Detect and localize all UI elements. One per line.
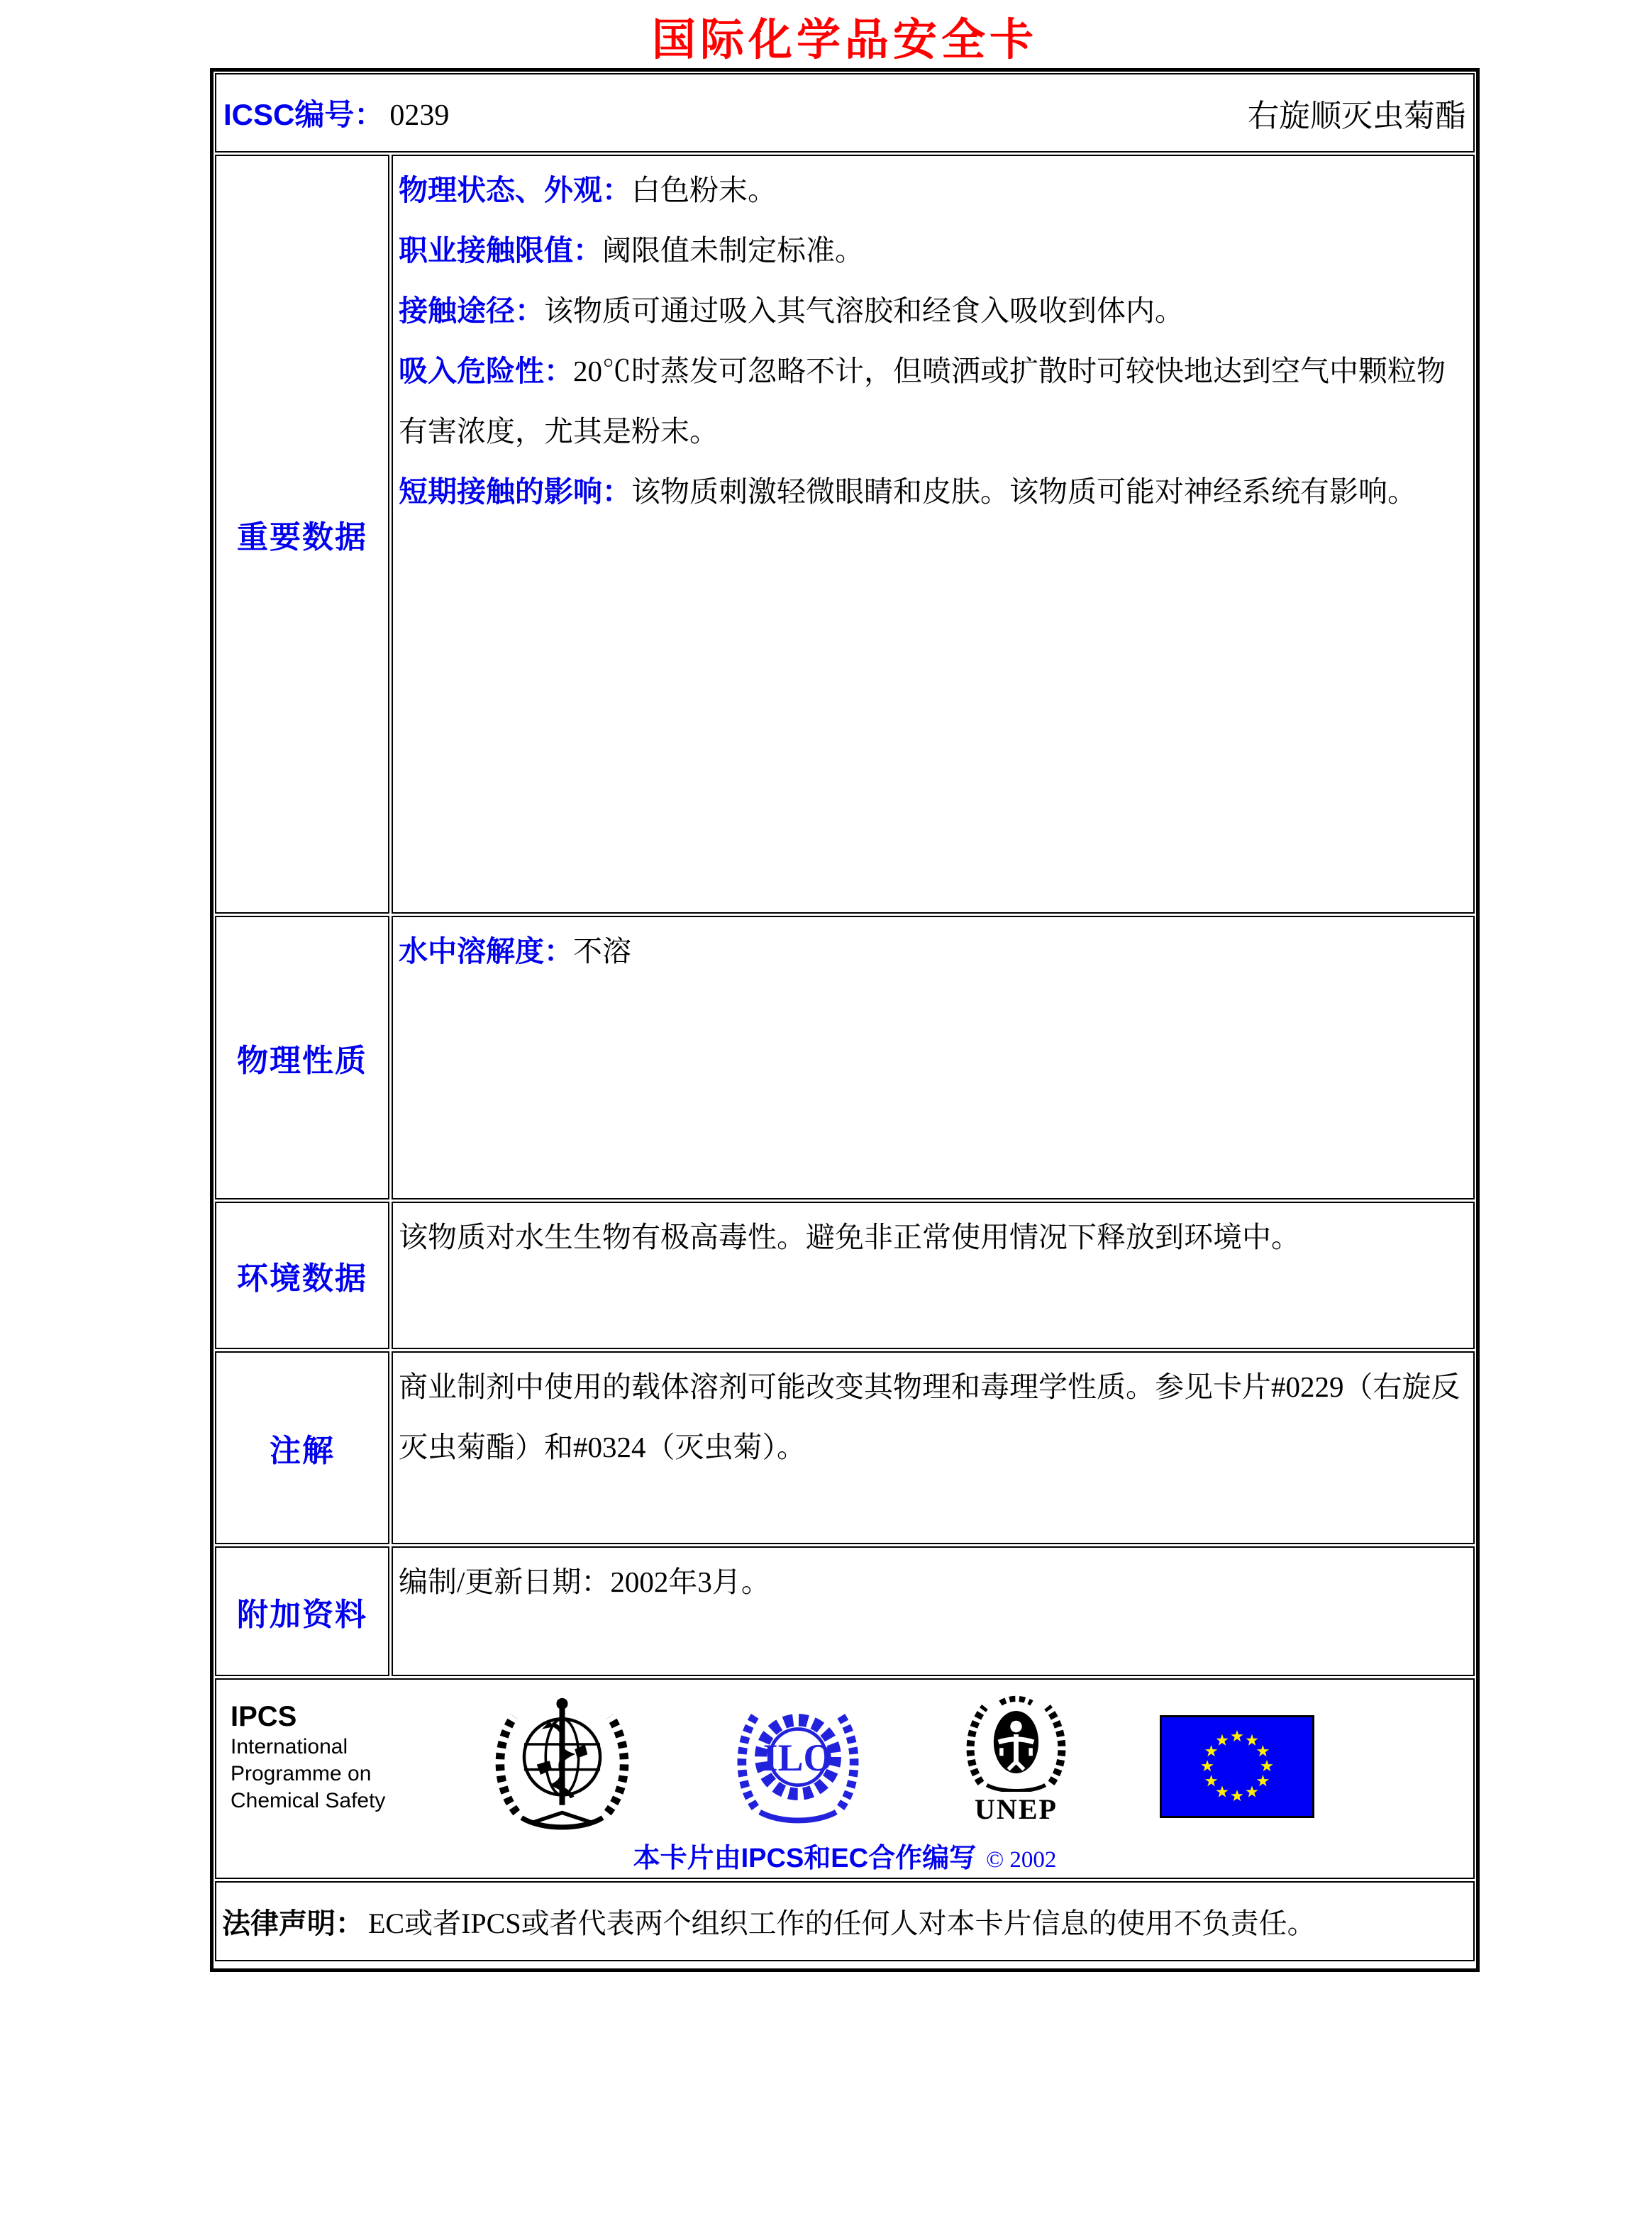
- physical-properties-label: 物理性质: [237, 1043, 367, 1078]
- who-logo-icon: [486, 1691, 638, 1836]
- physical-item-solubility: [399, 921, 1465, 982]
- field-value: 不溶: [573, 935, 631, 968]
- logos-strip: [231, 1690, 1456, 1836]
- credit-year: © 2002: [986, 1847, 1057, 1873]
- field-label: 职业接触限值：: [399, 234, 602, 267]
- field-value: 20℃时蒸发可忽略不计，但喷洒或扩散时可较快地达到空气中颗粒物有害浓度，尤其是粉末。: [399, 355, 1446, 448]
- environmental-data-label: 环境数据: [237, 1261, 367, 1296]
- section-label-important-data: [215, 155, 389, 914]
- icsc-number-label: ICSC编号：: [223, 98, 384, 131]
- section-label-additional-info: [215, 1546, 389, 1676]
- chemical-name: 右旋顺灭虫菊酯: [1248, 99, 1466, 133]
- ilo-logo-icon: [731, 1695, 865, 1828]
- svg-text:ILO: ILO: [763, 1736, 833, 1780]
- field-value: 阈限值未制定标准。: [602, 234, 864, 267]
- ipcs-name-line3: Chemical Safety: [231, 1789, 386, 1812]
- important-data-content: [392, 155, 1475, 914]
- important-item-routes: [399, 281, 1465, 341]
- credit-text: 本卡片由IPCS和EC合作编写: [633, 1844, 977, 1873]
- additional-info-label: 附加资料: [237, 1597, 367, 1632]
- ipcs-acronym: IPCS: [231, 1701, 297, 1732]
- important-item-inhalation-risk: [399, 341, 1465, 462]
- field-label: 吸入危险性：: [399, 355, 573, 387]
- ipcs-text-block: [231, 1700, 443, 1814]
- field-label: 物理状态、外观：: [399, 174, 631, 206]
- section-label-environmental-data: [215, 1202, 389, 1349]
- section-label-notes: [215, 1351, 389, 1544]
- field-label: 水中溶解度：: [399, 935, 573, 968]
- notes-content: [392, 1351, 1475, 1544]
- important-item-short-term-effects: [399, 462, 1465, 522]
- legal-text: EC或者IPCS或者代表两个组织工作的任何人对本卡片信息的使用不负责任。: [368, 1907, 1316, 1939]
- field-label: 接触途径：: [399, 294, 544, 327]
- page-title: 国际化学品安全卡: [651, 16, 1038, 65]
- important-data-label: 重要数据: [237, 520, 367, 555]
- ipcs-name-line2: Programme on: [231, 1762, 372, 1785]
- additional-info-content: [392, 1546, 1475, 1676]
- additional-info-text: 编制/更新日期：2002年3月。: [399, 1566, 770, 1598]
- icsc-card-table: [210, 68, 1480, 1972]
- unep-wordmark: UNEP: [975, 1793, 1058, 1825]
- eu-flag-icon: [1160, 1715, 1314, 1822]
- important-item-exposure-limits: [399, 221, 1465, 281]
- notes-label: 注解: [270, 1434, 335, 1468]
- icsc-number-group: [223, 92, 449, 134]
- ipcs-name-line1: International: [231, 1735, 348, 1758]
- legal-label: 法律声明：: [222, 1908, 364, 1939]
- organizations-row: [215, 1678, 1475, 1879]
- unep-logo-icon: [958, 1692, 1075, 1824]
- notes-text: 商业制剂中使用的载体溶剂可能改变其物理和毒理学性质。参见卡片#0229（右旋反灭虫菊酯）和#0324（灭虫菊）。: [399, 1370, 1460, 1463]
- section-label-physical-properties: [215, 916, 389, 1199]
- legal-disclaimer-row: [215, 1881, 1475, 1961]
- important-item-appearance: [399, 160, 1465, 221]
- icsc-number-value: 0239: [389, 99, 450, 132]
- header-row: [215, 73, 1475, 153]
- credit-line: [216, 1836, 1473, 1875]
- environmental-data-text: 该物质对水生生物有极高毒性。避免非正常使用情况下释放到环境中。: [399, 1221, 1300, 1253]
- physical-properties-content: [392, 916, 1475, 1199]
- field-value: 该物质刺激轻微眼睛和皮肤。该物质可能对神经系统有影响。: [631, 475, 1417, 508]
- field-label: 短期接触的影响：: [399, 475, 631, 508]
- field-value: 白色粉末。: [631, 174, 777, 206]
- environmental-data-content: [392, 1202, 1475, 1349]
- field-value: 该物质可通过吸入其气溶胶和经食入吸收到体内。: [544, 294, 1184, 327]
